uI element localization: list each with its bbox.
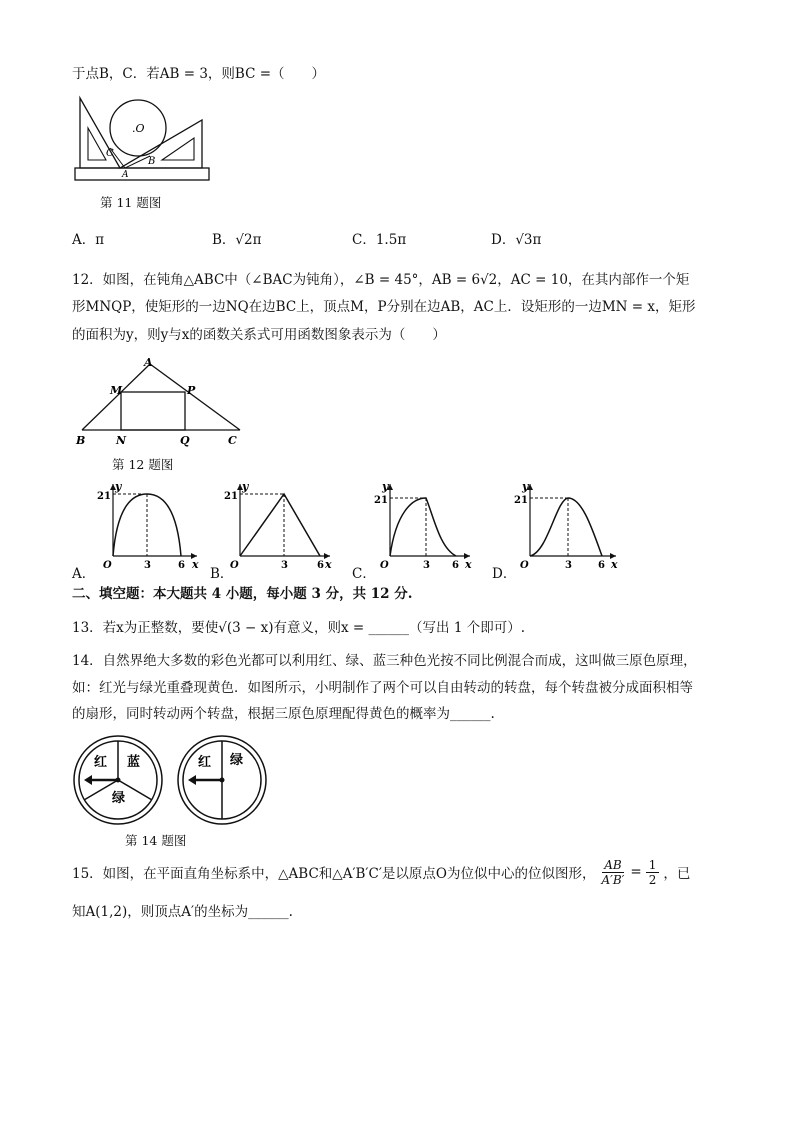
q12-graph-a[interactable] [95, 478, 205, 576]
svg-text:x: x [192, 558, 199, 571]
svg-text:y: y [522, 480, 529, 493]
q11-figure [70, 90, 215, 185]
svg-text:6: 6 [317, 560, 324, 571]
svg-text:x: x [325, 558, 332, 571]
q12-option-d-label[interactable]: D． [492, 566, 517, 582]
q12-figure-caption: 第 12 题图 [112, 457, 174, 472]
q12-option-a-label[interactable]: A． [72, 566, 96, 582]
svg-text:x: x [611, 558, 618, 571]
svg-text:6: 6 [452, 560, 459, 571]
q11-option-c[interactable]: C．1.5π [352, 232, 407, 248]
q11-label-c: C [106, 148, 114, 159]
svg-text:21: 21 [97, 491, 111, 502]
q12-option-b-label[interactable]: B． [210, 566, 234, 582]
spinner-three-sector [74, 736, 162, 824]
q11-label-b: B [148, 156, 156, 167]
svg-text:B: B [76, 434, 86, 447]
q12-line3: 的面积为y，则y与x的函数关系式可用函数图象表示为（ ） [72, 327, 446, 343]
svg-text:x: x [465, 558, 472, 571]
svg-text:P: P [187, 384, 196, 397]
q14-figure-caption: 第 14 题图 [125, 833, 187, 848]
svg-text:y: y [382, 480, 389, 493]
section-2-title: 二、填空题：本大题共 4 小题，每小题 3 分，共 12 分. [72, 586, 413, 602]
q11-stem-tail: 于点B，C．若AB = 3，则BC =（ ） [72, 66, 326, 82]
svg-text:C: C [228, 434, 237, 447]
svg-text:M: M [110, 384, 123, 397]
svg-text:绿: 绿 [230, 753, 244, 768]
svg-text:O: O [380, 560, 389, 571]
q12-option-c-label[interactable]: C． [352, 566, 376, 582]
q13-text: 13．若x为正整数，要使√(3 − x)有意义，则x = ______（写出 1 个即可）. [72, 620, 525, 636]
svg-text:O: O [230, 560, 239, 571]
q14-line1: 14．自然界绝大多数的彩色光都可以利用红、绿、蓝三种色光按不同比例混合而成，这叫做三原色原理， [72, 653, 697, 669]
svg-text:21: 21 [514, 495, 528, 506]
svg-text:蓝: 蓝 [127, 755, 141, 770]
svg-text:A: A [144, 356, 153, 369]
svg-text:3: 3 [144, 560, 151, 571]
q11-option-d[interactable]: D．√3π [491, 232, 542, 248]
q11-label-o: .O [132, 122, 145, 135]
q15-fraction-ratio: $\frac{AB}{A'B'}$ [601, 857, 625, 887]
svg-text:3: 3 [423, 560, 430, 571]
svg-text:6: 6 [598, 560, 605, 571]
q15-line2: 知A(1,2)，则顶点A′的坐标为______. [72, 904, 293, 920]
q11-label-a: A [122, 170, 129, 180]
svg-text:O: O [520, 560, 529, 571]
svg-text:21: 21 [224, 491, 238, 502]
spinner-two-sector [178, 736, 266, 824]
svg-text:3: 3 [565, 560, 572, 571]
q12-graph-d[interactable] [512, 478, 627, 576]
q15-line1: 15．如图，在平面直角坐标系中，△ABC和△A′B′C′是以原点O为位似中心的位似图形， $\frac{AB}{A'B'}$ = $\frac{1}{2}$ ，已 [72, 857, 691, 887]
q12-graph-c[interactable] [372, 478, 482, 576]
svg-text:3: 3 [281, 560, 288, 571]
q14-spinners [72, 734, 272, 826]
q15-fraction-half: $\frac{1}{2}$ [646, 858, 660, 887]
svg-text:y: y [115, 480, 122, 493]
svg-text:红: 红 [94, 755, 108, 770]
q11-option-a[interactable]: A．π [72, 232, 105, 248]
q14-line3: 的扇形，同时转动两个转盘，根据三原色原理配得黄色的概率为______. [72, 706, 495, 722]
svg-text:绿: 绿 [112, 791, 126, 806]
q11-figure-caption: 第 11 题图 [100, 195, 162, 210]
q12-line1: 12．如图，在钝角△ABC中（∠BAC为钝角），∠B = 45°，AB = 6√2，AC = 10，在其内部作一个矩 [72, 272, 690, 288]
svg-text:Q: Q [180, 434, 190, 447]
svg-text:N: N [116, 434, 127, 447]
q12-line2: 形MNQP，使矩形的一边NQ在边BC上，顶点M，P分别在边AB，AC上．设矩形的一边MN = x，矩形 [72, 299, 696, 315]
q12-graph-b[interactable] [222, 478, 342, 576]
q12-figure [72, 352, 252, 447]
svg-text:6: 6 [178, 560, 185, 571]
svg-text:y: y [242, 480, 249, 493]
svg-text:红: 红 [198, 755, 212, 770]
q11-option-b[interactable]: B．√2π [212, 232, 262, 248]
q14-line2: 如：红光与绿光重叠现黄色．如图所示，小明制作了两个可以自由转动的转盘，每个转盘被分成面积相等 [72, 680, 693, 696]
svg-text:21: 21 [374, 495, 388, 506]
svg-text:O: O [103, 560, 112, 571]
